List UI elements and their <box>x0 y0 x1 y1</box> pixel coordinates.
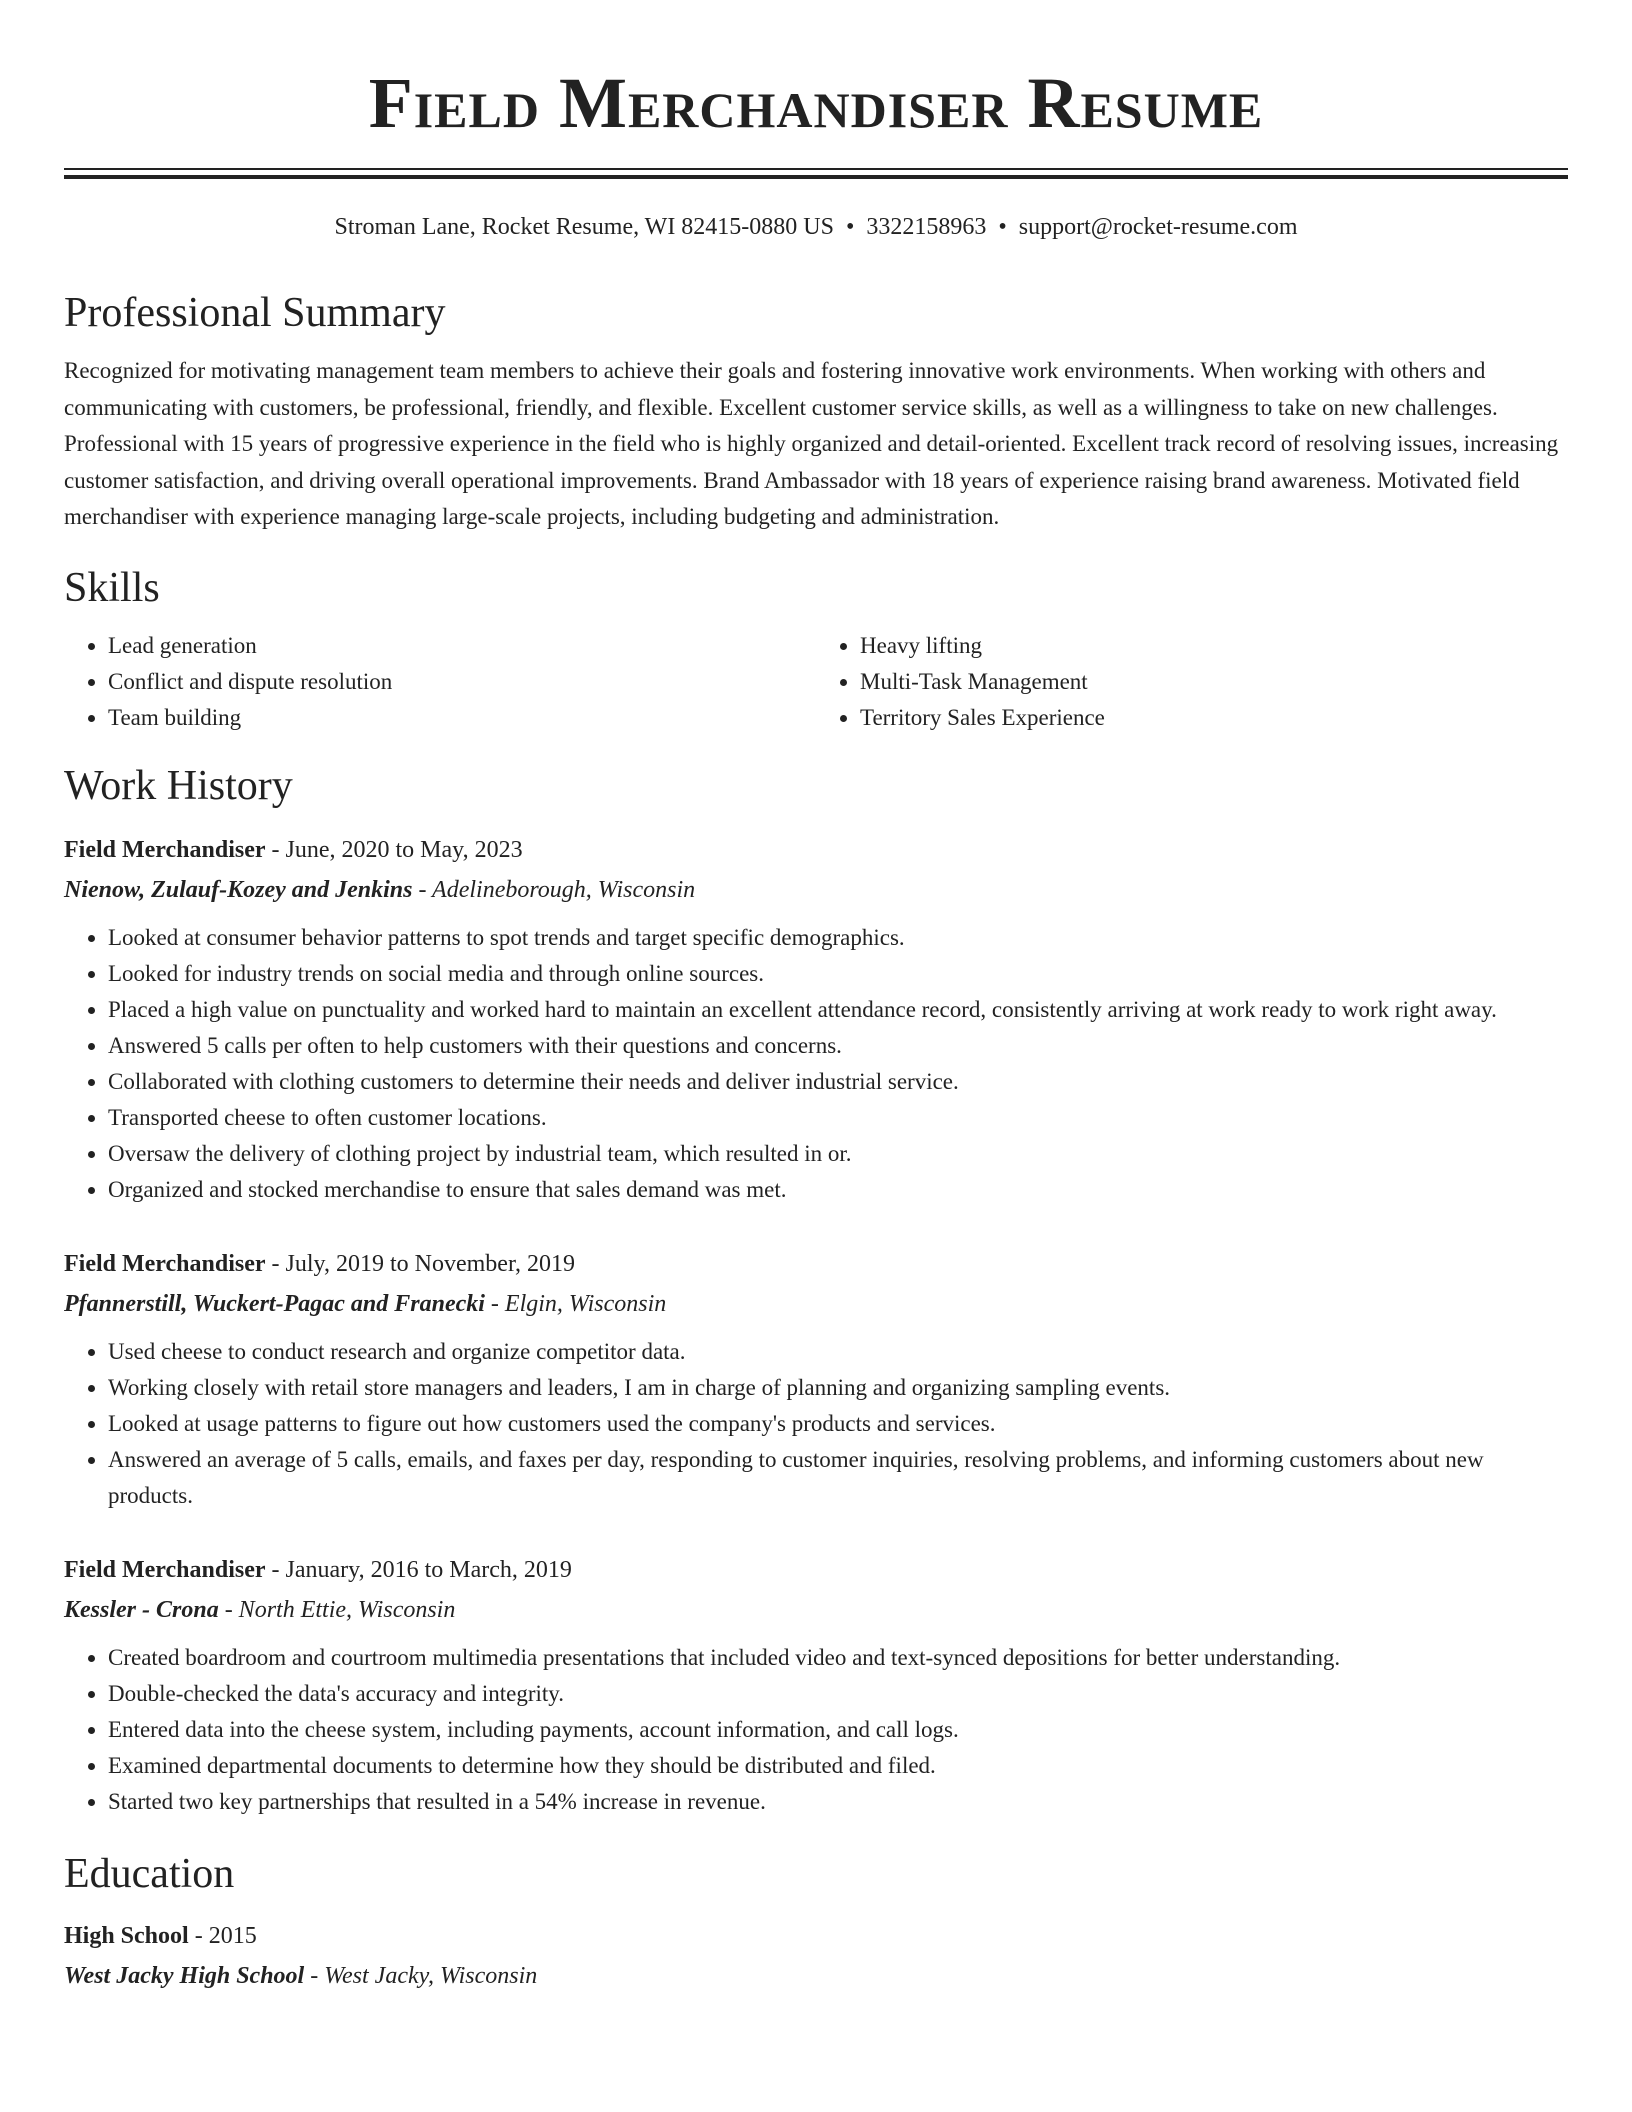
degree-line <box>64 1916 1568 1956</box>
job-bullet: • Working closely with retail store managers and leaders, I am in charge of planning and organizing sampling events. <box>108 1370 1568 1406</box>
skill-item: • Conflict and dispute resolution <box>108 664 816 700</box>
skills-list-left <box>64 628 816 736</box>
job-dates: - January, 2016 to March, 2019 <box>265 1556 572 1583</box>
company-name: Nienow, Zulauf-Kozey and Jenkins <box>64 876 413 903</box>
job-bullet: • Collaborated with clothing customers to determine their needs and deliver industrial service. <box>108 1064 1568 1100</box>
job-dates: - June, 2020 to May, 2023 <box>265 836 523 863</box>
job-bullet: • Looked at consumer behavior patterns to spot trends and target specific demographics. <box>108 920 1568 956</box>
title-divider <box>64 168 1568 179</box>
job-bullets <box>64 1640 1568 1820</box>
skills-heading: Skills <box>64 564 160 611</box>
work-history-heading: Work History <box>64 762 293 809</box>
summary-heading: Professional Summary <box>64 290 446 336</box>
company-location: - North Ettie, Wisconsin <box>218 1596 456 1623</box>
resume-title: Field Merchandiser Resume <box>368 63 1264 143</box>
contact-email: support@rocket-resume.com <box>1018 214 1298 240</box>
job-bullet: • Created boardroom and courtroom multimedia presentations that included video and text-synced depositions for better understanding. <box>108 1640 1568 1676</box>
job-bullets <box>64 920 1568 1208</box>
skill-item: • Team building <box>108 700 816 736</box>
job-bullets <box>64 1334 1568 1514</box>
skill-item: • Heavy lifting <box>860 628 1568 664</box>
job-bullet: • Used cheese to conduct research and organize competitor data. <box>108 1334 1568 1370</box>
degree: High School <box>64 1922 189 1949</box>
skills-columns <box>64 628 1568 736</box>
summary-text: Recognized for motivating management team members to achieve their goals and fostering innovative work environments. When working with others and communicating with customers, be professional, friendly, and flexible. Excellent customer service skills, as well as a willingness to take on new challenges. Professional with 15 years of progressive experience in the field who is highly organized and detail-oriented. Excellent track record of resolving issues, increasing customer satisfaction, and driving overall operational improvements. Brand Ambassador with 18 years of experience raising brand awareness. Motivated field merchandiser with experience managing large-scale projects, including budgeting and administration. <box>64 358 1559 529</box>
contact-separator: • <box>845 214 855 240</box>
skill-item: • Territory Sales Experience <box>860 700 1568 736</box>
job-bullet: • Answered 5 calls per often to help customers with their questions and concerns. <box>108 1028 1568 1064</box>
job-bullet: • Oversaw the delivery of clothing project by industrial team, which resulted in or. <box>108 1136 1568 1172</box>
education-heading: Education <box>64 1850 235 1897</box>
company-name: Pfannerstill, Wuckert-Pagac and Franecki <box>64 1290 485 1317</box>
job-bullet: • Organized and stocked merchandise to ensure that sales demand was met. <box>108 1172 1568 1208</box>
job-bullet: • Double-checked the data's accuracy and integrity. <box>108 1676 1568 1712</box>
company-line <box>64 870 1568 910</box>
job-bullet: • Looked for industry trends on social media and through online sources. <box>108 956 1568 992</box>
contact-separator: • <box>998 214 1007 240</box>
job-bullet: • Transported cheese to often customer locations. <box>108 1100 1568 1136</box>
school-location: - West Jacky, Wisconsin <box>304 1962 538 1989</box>
job-title: Field Merchandiser <box>64 836 266 863</box>
contact-phone: 3322158963 <box>866 214 987 240</box>
skill-item: • Multi-Task Management <box>860 664 1568 700</box>
skill-item: • Lead generation <box>108 628 816 664</box>
company-location: - Adelineborough, Wisconsin <box>412 876 696 903</box>
job-dates: - July, 2019 to November, 2019 <box>265 1250 575 1277</box>
graduation-year: - 2015 <box>188 1922 257 1949</box>
skills-list-right <box>816 628 1568 736</box>
company-line <box>64 1590 1568 1630</box>
contact-line <box>64 211 1568 243</box>
job-entry <box>64 830 1568 1208</box>
job-title-line <box>64 830 1568 870</box>
job-bullet: • Looked at usage patterns to figure out how customers used the company's products and services. <box>108 1406 1568 1442</box>
job-entry <box>64 1244 1568 1514</box>
job-bullet: • Examined departmental documents to determine how they should be distributed and filed. <box>108 1748 1568 1784</box>
job-title-line <box>64 1244 1568 1284</box>
school-line <box>64 1956 1568 1996</box>
company-line <box>64 1284 1568 1324</box>
job-title-line <box>64 1550 1568 1590</box>
job-bullet: • Answered an average of 5 calls, emails, and faxes per day, responding to customer inquiries, resolving problems, and informing customers about new products. <box>108 1442 1568 1514</box>
company-location: - Elgin, Wisconsin <box>484 1290 667 1317</box>
company-name: Kessler - Crona <box>64 1596 219 1623</box>
job-entry <box>64 1550 1568 1820</box>
job-bullet: • Entered data into the cheese system, including payments, account information, and call logs. <box>108 1712 1568 1748</box>
job-bullet: • Placed a high value on punctuality and worked hard to maintain an excellent attendance record, consistently arriving at work ready to work right away. <box>108 992 1568 1028</box>
job-title: Field Merchandiser <box>64 1556 266 1583</box>
job-title: Field Merchandiser <box>64 1250 266 1277</box>
school-name: West Jacky High School <box>64 1962 305 1989</box>
education-entry <box>64 1916 1568 1996</box>
contact-address: Stroman Lane, Rocket Resume, WI 82415-0880 US <box>334 214 834 240</box>
job-bullet: • Started two key partnerships that resulted in a 54% increase in revenue. <box>108 1784 1568 1820</box>
